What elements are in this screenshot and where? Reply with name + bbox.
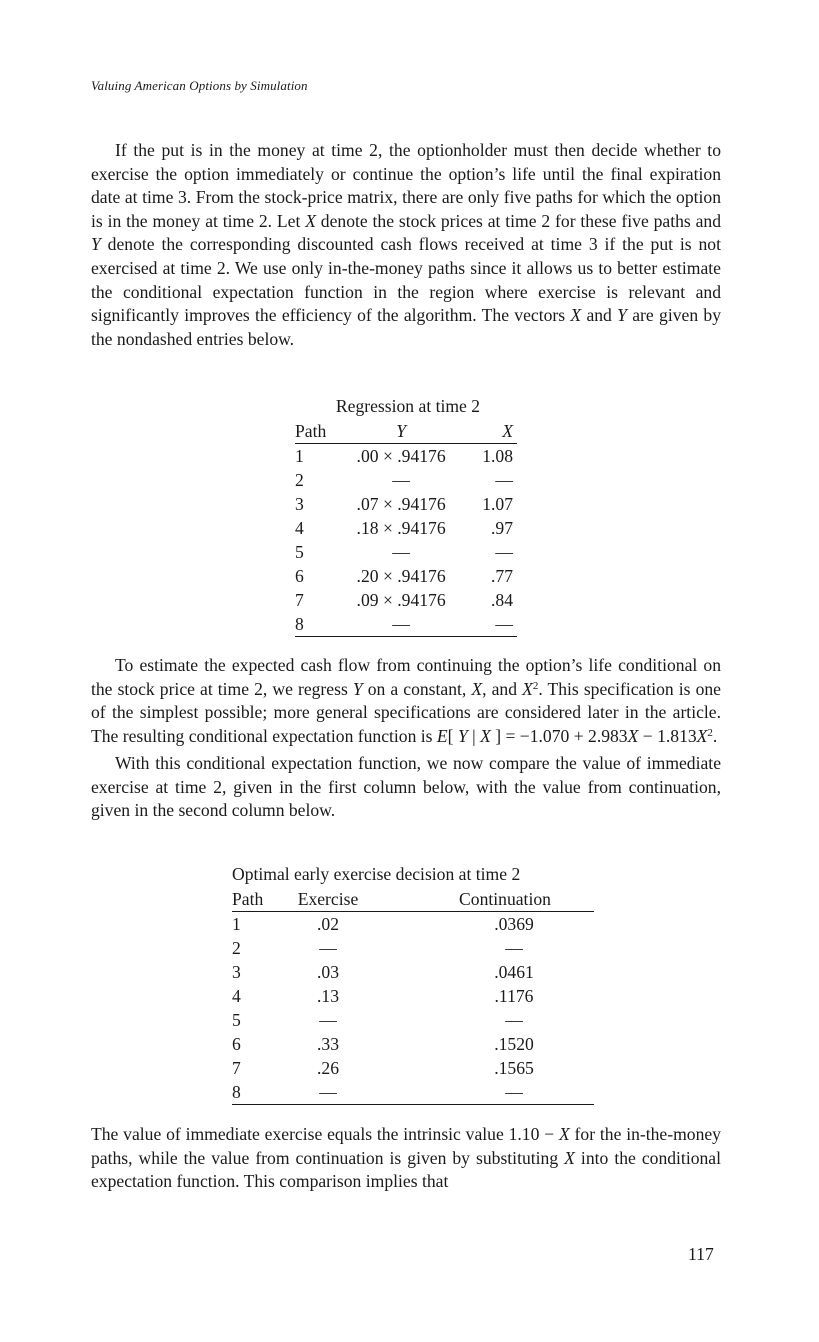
exponent: 2 bbox=[707, 726, 713, 739]
exercise-decision-table bbox=[232, 862, 594, 1105]
table-row: 2 — — bbox=[295, 470, 513, 490]
table-row: 5 — — bbox=[232, 1010, 523, 1030]
table-row: 5 — — bbox=[295, 542, 513, 562]
table-row: 4 .18 × .94176 .97 bbox=[295, 518, 513, 538]
formula-part: E bbox=[436, 725, 448, 746]
table-row: 3 .03 .0461 bbox=[232, 962, 534, 982]
table-row: 6 .33 .1520 bbox=[232, 1034, 534, 1054]
math-variable: X bbox=[471, 678, 483, 699]
table-row: 1 .00 × .94176 1.08 bbox=[295, 446, 513, 466]
formula-part: X bbox=[696, 725, 708, 746]
column-header: Continuation bbox=[368, 887, 594, 912]
math-variable: Y bbox=[617, 305, 627, 326]
table-header-row bbox=[295, 419, 517, 444]
column-header: Y bbox=[342, 419, 459, 444]
table-row: 7 .09 × .94176 .84 bbox=[295, 590, 513, 610]
table-header-row bbox=[232, 887, 594, 912]
math-variable: X bbox=[305, 210, 316, 231]
paragraph-4: The value of immediate exercise equals the intrinsic value 1.10 − X for the in-the-money paths, while the value from continuation is given by substituting X into the conditional expectation function. This comparison implies that bbox=[91, 1124, 721, 1192]
math-variable: X bbox=[570, 305, 582, 326]
table-row: 8 — — bbox=[232, 1080, 594, 1105]
regression-table-caption: Regression at time 2 bbox=[335, 396, 481, 416]
paragraph-1: If the put is in the money at time 2, the optionholder must then decide whether to exercise the option immediately or continue the option’s life until the final expiration date at time 3. From the stock-price matrix, there are only five paths for which the option is in the money at time 2. Let X denote the stock prices at time 2 for these five paths and Y denote the corresponding discounted cash flows received at time 3 if the put is not exercised at time 2. We use only in-the-money paths since it allows us to better estimate the conditional expectation function in the region where exercise is relevant and significantly improves the efficiency of the algorithm. The vectors X and Y are given by the nondashed entries below. bbox=[91, 140, 722, 349]
math-variable: X bbox=[558, 1124, 570, 1144]
table-row: 4 .13 .1176 bbox=[232, 986, 534, 1006]
regression-table bbox=[295, 394, 517, 637]
exponent: 2 bbox=[532, 679, 539, 692]
table-row: 1 .02 .0369 bbox=[232, 914, 534, 934]
table-row: 7 .26 .1565 bbox=[232, 1058, 534, 1078]
column-header: Path bbox=[295, 419, 342, 444]
math-variable: X bbox=[522, 678, 533, 699]
formula-part: X bbox=[627, 725, 639, 746]
math-variable: X bbox=[564, 1147, 575, 1168]
table-row: 2 — — bbox=[232, 938, 523, 958]
exercise-decision-table-caption: Optimal early exercise decision at time 2 bbox=[232, 864, 521, 884]
paragraph-2: To estimate the expected cash flow from continuing the option’s life conditional on the stock price at time 2, we regress Y on a constant, X, and $X^2$. This specification is one of the simplest possible; more general specifications are considered later in the article. The resulting conditional expectation function is E[ Y | X ] = $-1.070 + 2.983X - 1.813X^2$. bbox=[91, 655, 721, 746]
page-number: 117 bbox=[688, 1244, 714, 1264]
column-header: Exercise bbox=[288, 887, 368, 912]
formula-part: Y bbox=[457, 725, 468, 746]
column-header: X bbox=[460, 419, 517, 444]
math-variable: Y bbox=[352, 678, 363, 699]
formula-part: X bbox=[480, 725, 491, 746]
table-row: 3 .07 × .94176 1.07 bbox=[295, 494, 513, 514]
paragraph-3: With this conditional expectation function, we now compare the value of immediate exercise at time 2, given in the first column below, with the value from continuation, given in the second column below. bbox=[91, 753, 721, 821]
math-variable: Y bbox=[91, 234, 101, 255]
table-row: 8 — — bbox=[295, 612, 517, 637]
column-header: Path bbox=[232, 887, 288, 912]
running-head: Valuing American Options by Simulation bbox=[91, 78, 308, 93]
table-row: 6 .20 × .94176 .77 bbox=[295, 566, 513, 586]
